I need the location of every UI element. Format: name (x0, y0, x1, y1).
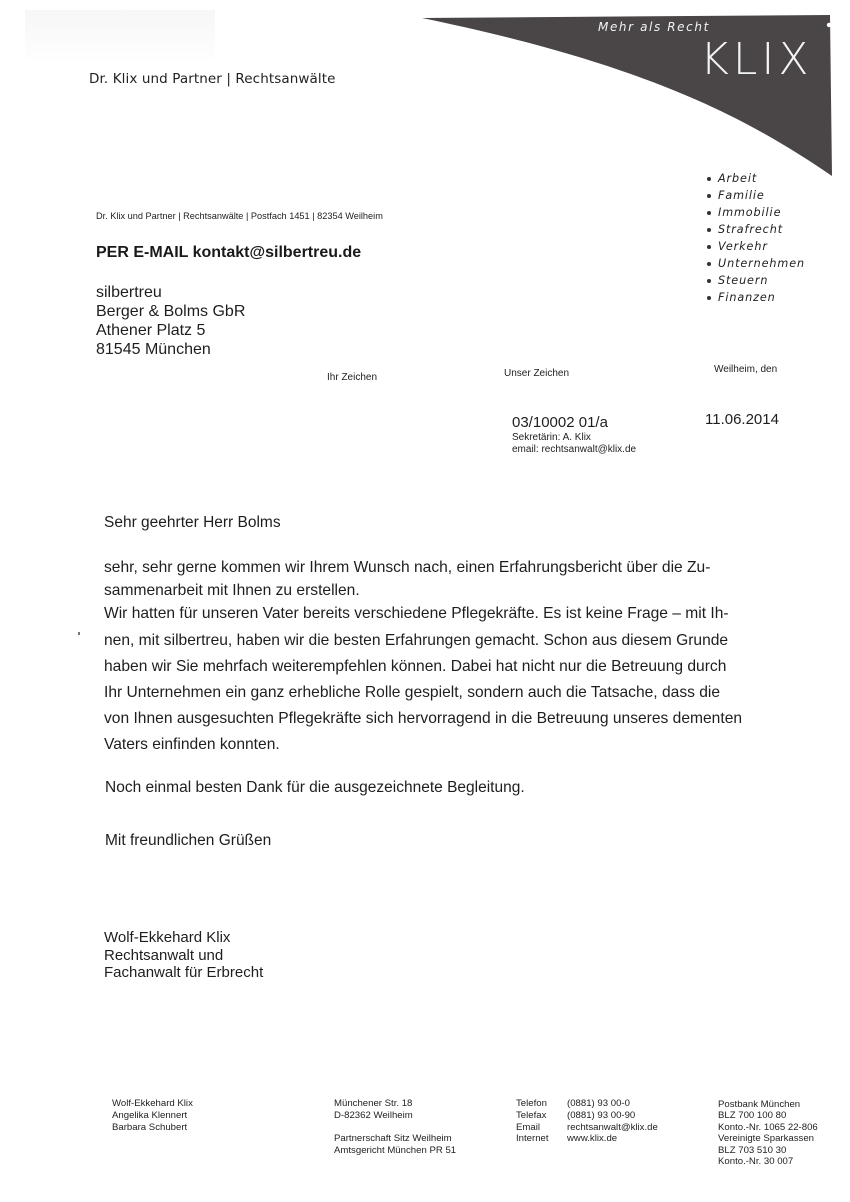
partner-name: Wolf-Ekkehard Klix (112, 1098, 193, 1109)
email-heading: PER E-MAIL kontakt@silbertreu.de (96, 244, 362, 261)
practice-areas-list (707, 170, 805, 306)
signature-title: Rechtsanwalt und (104, 946, 224, 964)
body-line: sammenarbeit mit Ihnen zu erstellen. (104, 582, 360, 600)
sender-return-address: Dr. Klix und Partner | Rechtsanwälte | Postfach 1451 | 82354 Weilheim (96, 211, 383, 221)
footer-address (334, 1098, 413, 1122)
contact-row-email: Email rechtsanwalt@klix.de (516, 1121, 658, 1133)
recipient-line: silbertreu (96, 284, 162, 301)
bank-line: Vereinigte Sparkassen (718, 1133, 814, 1145)
registry-line: Partnerschaft Sitz Weilheim (334, 1133, 452, 1144)
unser-zeichen-label: Unser Zeichen (504, 368, 570, 379)
body-line: sehr, sehr gerne kommen wir Ihrem Wunsch nach, einen Erfahrungsbericht über die Zu- (104, 559, 711, 576)
thanks-line: Noch einmal besten Dank für die ausgezeichnete Begleitung. (105, 779, 525, 796)
body-line: von Ihnen ausgesuchten Pflegekräfte sich hervorragend in die Betreuung unseres dementen (104, 710, 743, 728)
bank-line: Konto.-Nr. 1065 22-806 (718, 1121, 818, 1133)
contact-row-telefon: Telefon (0881) 93 00-0 (516, 1098, 630, 1109)
bullet-icon (707, 228, 711, 232)
bullet-icon (707, 262, 711, 266)
scan-artifact (25, 10, 215, 60)
bank-line: BLZ 700 100 80 (718, 1110, 787, 1122)
address-line: D-82362 Weilheim (334, 1109, 413, 1121)
salutation: Sehr geehrter Herr Bolms (104, 514, 281, 531)
bullet-icon (707, 194, 711, 198)
bullet-icon (707, 296, 711, 300)
contact-row-telefax: Telefax (0881) 93 00-90 (516, 1109, 636, 1121)
letter-body (104, 555, 824, 759)
footer-contact (516, 1098, 658, 1145)
bullet-icon (707, 279, 711, 283)
body-line: Vaters einfinden konnten. (104, 736, 280, 754)
signature-name: Wolf-Ekkehard Klix (104, 929, 231, 946)
ihr-zeichen-label: Ihr Zeichen (327, 372, 378, 383)
footer-registry (334, 1133, 456, 1157)
bank-line: BLZ 703 510 30 (718, 1144, 787, 1156)
secretary: Sekretärin: A. Klix (512, 432, 591, 443)
address-line: Münchener Str. 18 (334, 1098, 413, 1109)
body-line: Ihr Unternehmen ein ganz erhebliche Rolle gespielt, sondern auch die Tatsache, dass die (104, 684, 721, 702)
bullet-icon (707, 211, 711, 215)
recipient-line: 81545 München (96, 341, 211, 358)
letter-date: 11.06.2014 (705, 411, 779, 428)
practice-area: Finanzen (707, 289, 805, 306)
partner-name: Angelika Klennert (112, 1109, 188, 1121)
unser-zeichen-value: 03/10002 01/a (512, 414, 608, 431)
signature-title: Fachanwalt für Erbrecht (104, 964, 264, 981)
practice-area: Immobilie (707, 204, 805, 221)
practice-area: Familie (707, 187, 805, 204)
footer-bank-details (718, 1099, 818, 1167)
reference-email: email: rechtsanwalt@klix.de (512, 444, 637, 455)
recipient-line: Athener Platz 5 (96, 322, 206, 339)
firm-name: Dr. Klix und Partner | Rechtsanwälte (89, 71, 336, 87)
closing: Mit freundlichen Grüßen (105, 832, 272, 849)
recipient-line: Berger & Bolms GbR (96, 303, 246, 320)
body-line: Wir hatten für unseren Vater bereits verschiedene Pflegekräfte. Es ist keine Frage – mit Ih- (104, 605, 729, 623)
signature-block (104, 929, 263, 982)
contact-row-internet: Internet www.klix.de (516, 1133, 618, 1145)
logo-dot (827, 23, 831, 27)
footer-partners (112, 1098, 193, 1133)
bank-line: Konto.-Nr. 30 007 (718, 1156, 794, 1168)
logo-tagline: Mehr als Recht (598, 20, 710, 34)
bank-line: Postbank München (718, 1099, 801, 1110)
bullet-icon (707, 177, 711, 181)
registry-line: Amtsgericht München PR 51 (334, 1144, 457, 1156)
partner-name: Barbara Schubert (112, 1121, 188, 1133)
body-line: nen, mit silbertreu, haben wir die besten Erfahrungen gemacht. Schon aus diesem Grunde (104, 631, 729, 649)
practice-area: Unternehmen (707, 255, 805, 272)
practice-area: Steuern (707, 272, 805, 289)
logo-wordmark: KLIX (700, 34, 813, 85)
bullet-icon (707, 245, 711, 249)
scan-mark (78, 632, 80, 635)
practice-area: Arbeit (707, 170, 805, 187)
body-line: haben wir Sie mehrfach weiterempfehlen können. Dabei hat nicht nur die Betreuung durch (104, 657, 727, 675)
date-label: Weilheim, den (714, 364, 778, 375)
practice-area: Strafrecht (707, 221, 805, 238)
recipient-address (96, 283, 245, 359)
practice-area: Verkehr (707, 238, 805, 255)
